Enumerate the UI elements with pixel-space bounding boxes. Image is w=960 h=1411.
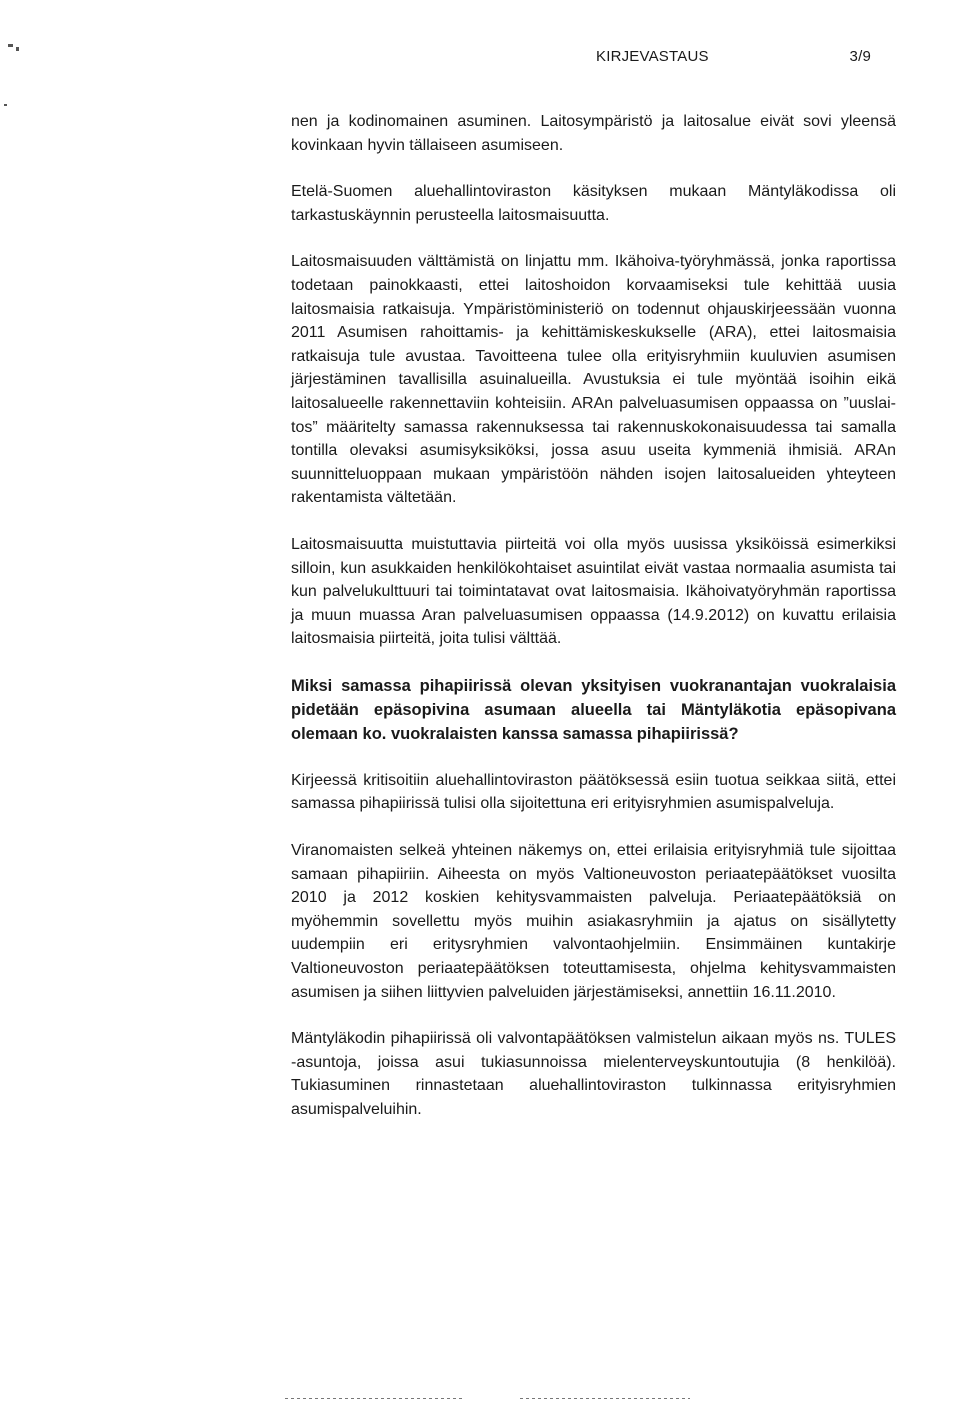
page-number: 3/9 (849, 48, 871, 65)
paragraph: Viranomaisten selkeä yhteinen näkemys on, ettei erilaisia erityisryhmiä tule sijoittaa samaan pihapiiriin. Aiheesta on myös Valtioneuvoston periaatepäätökset vuosilta 2010 ja 2012 koskien kehitysvammaisten palveluja. Periaatepäätöksiä on myöhemmin sovellettu myös muihin asiakasryhmiin ja ajatus on sisällytetty uudempiin eri eritysryhmien valvontaohjelmiin. Ensimmäinen kuntakirje Valtioneuvoston periaatepäätöksen toteuttamisesta, ohjelma kehitysvammaisten asumisen ja siihen liittyvien palveluiden järjestämiseksi, annettiin 16.11.2010. (291, 842, 896, 1001)
footer-rule (520, 1398, 690, 1399)
letter-body (291, 110, 896, 1145)
paragraph: Mäntyläkodin pihapiirissä oli valvontapäätöksen valmistelun aikaan myös ns. TULES -asuntoja, joissa asui tukiasunnoissa mielenterveyskuntoutujia (8 henkilöä). Tukiasuminen rinnastetaan aluehallintoviraston tulkinnassa erityisryhmien asumispalveluihin. (291, 1030, 896, 1118)
footer-rule (285, 1398, 465, 1399)
scan-artifact (4, 104, 7, 106)
scan-artifact (16, 47, 19, 51)
paragraph: Etelä-Suomen aluehallintoviraston käsityksen mukaan Mäntyläkodissa oli tarkastuskäynnin perusteella laitosmaisuutta. (291, 183, 896, 224)
scan-artifact (8, 44, 13, 47)
document-type-label: KIRJEVASTAUS (596, 48, 709, 65)
paragraph: Kirjeessä kritisoitiin aluehallintoviraston päätöksessä esiin tuotua seikkaa siitä, ettei samassa pihapiirissä tulisi olla sijoitettuna eri erityisryhmien asumispalveluja. (291, 771, 896, 813)
paragraph: Laitosmaisuutta muistuttavia piirteitä voi olla myös uusissa yksiköissä esimerkiksi silloin, kun asukkaiden henkilökohtaiset asuintilat eivät vastaa normaalia asumista tai kun palvelukulttuuri tai toimintatavat ovat laitosmaisia. Ikähoivatyöryhmän raportissa ja muun muassa Aran palveluasumisen oppaassa (14.9.2012) on kuvattu erilaisia laitosmaisia piirteitä, joita tulisi välttää. (291, 535, 896, 648)
paragraph: Laitosmaisuuden välttämistä on linjattu mm. Ikähoiva-työryhmässä, jonka raportissa todetaan painokkaasti, ettei laitoshoidon korvaamiseksi tule kehittää uusia laitosmaisia ratkaisuja. Ympäristöministeriö on todennut ohjauskirjeessään vuonna 2011 Asumisen rahoittamis- ja kehittämiskeskukselle (ARA), ettei laitosmaisia ratkaisuja tule avustaa. Tavoitteena tulee olla erityisryhmiin kuuluvien asumisen järjestäminen tavallisilla asuinalueilla. Avustuksia ei tule myöntää isoihin eikä laitosalueelle rakennettaviin kohteisiin. ARAn palveluasumisen oppaassa on ”uuslaitos” määritelty samassa rakennuksessa tai rakennuskokonaisuudessa tai samalla tontilla olevaksi asumisyksiköksi, jossa asuu useita kymmeniä ihmisiä. ARAn suunnitteluoppaan mukaan ympäristöön nähden isojen laitosalueiden yhteyteen rakentamista vältetään. (291, 253, 896, 507)
paragraph: nen ja kodinomainen asuminen. Laitosympäristö ja laitosalue eivät sovi yleensä kovinkaan hyvin tällaiseen asumiseen. (291, 113, 896, 154)
question-heading: Miksi samassa pihapiirissä olevan yksityisen vuokranantajan vuokralaisia pidetään epäsopivina asumaan alueella tai Mäntyläkotia epäsopivana olemaan ko. vuokralaisten kanssa samassa pihapiirissä? (291, 676, 896, 743)
